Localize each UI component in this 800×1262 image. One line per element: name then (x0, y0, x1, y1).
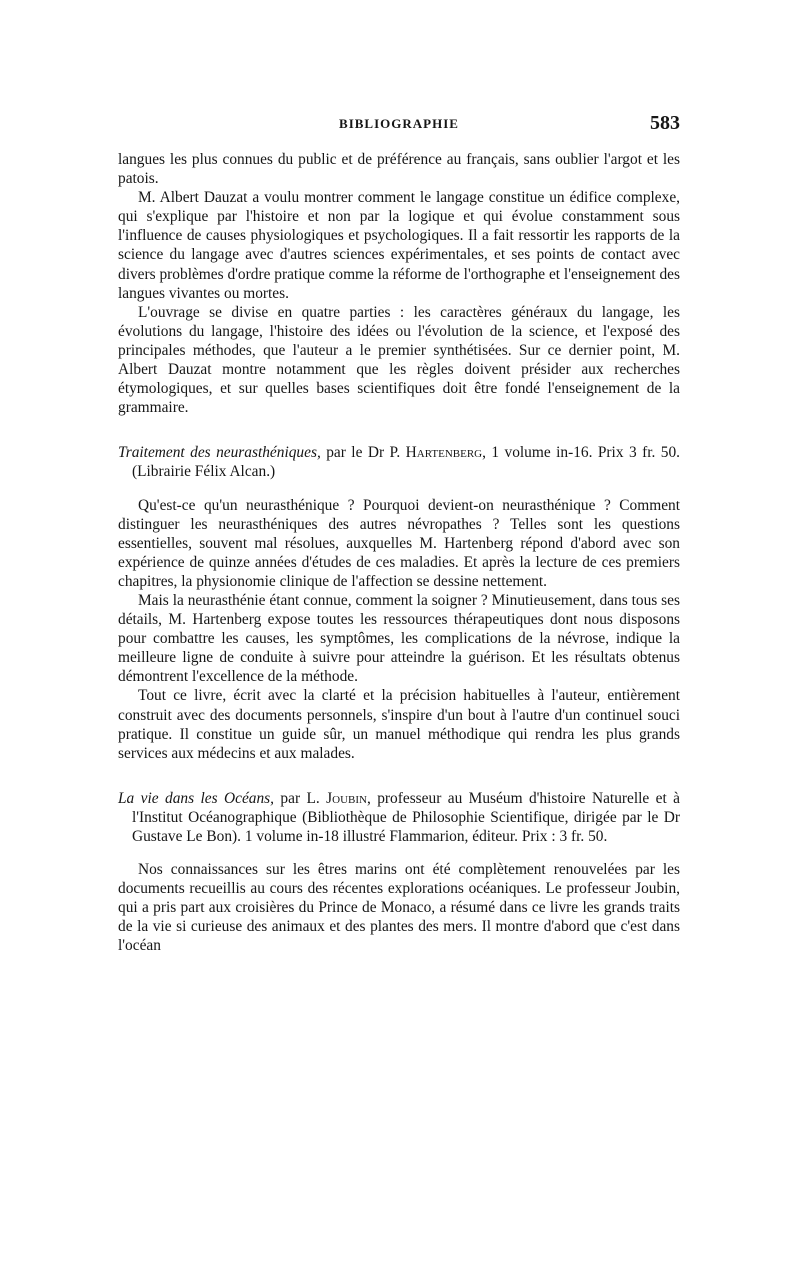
paragraph: M. Albert Dauzat a voulu montrer comment le langage constitue un édifice complexe, qui s'explique par l'histoire et non par la logique et qui évolue constamment sous l'influence de causes physiologiques et psychologiques. Il a fait ressortir les rapports de la science du langage avec d'autres sciences expérimentales, et ses points de contact avec divers problèmes d'ordre pratique comme la réforme de l'orthographe et l'enseignement des langues vivantes ou mortes. (118, 189, 680, 302)
work-title: La vie dans les Océans, (118, 789, 275, 807)
review-dauzat (118, 150, 680, 417)
bibliographic-entry (118, 789, 680, 846)
review-joubin (118, 789, 680, 956)
work-title: Traitement des neurasthéniques, (118, 444, 321, 462)
entry-author: Joubin (326, 789, 367, 807)
entry-by: par le Dr P. (320, 444, 406, 462)
running-head (118, 112, 680, 136)
entry-details: , 1 volume in-16. Prix 3 fr. 50. (Librairie Félix Alcan.) (132, 444, 680, 481)
page-number: 583 (650, 112, 680, 134)
entry-details: , professeur au Muséum d'histoire Naturelle et à l'Institut Océanographique (Bibliothèque de Philosophie Scientifique, dirigée par le Dr Gustave Le Bon). 1 volume in-18 illustré Flammarion, éditeur. Prix : 3 fr. 50. (132, 789, 680, 845)
paragraph: Nos connaissances sur les êtres marins ont été complètement renouvelées par les documents recueillis au cours des récentes explorations océaniques. Le professeur Joubin, qui a pris part aux croisières du Prince de Monaco, a résumé dans ce livre les grands traits de la vie si curieuse des animaux et des plantes des mers. Il montre d'abord que c'est dans l'océan (118, 861, 680, 955)
running-title: BIBLIOGRAPHIE (339, 116, 459, 131)
paragraph: L'ouvrage se divise en quatre parties : les caractères généraux du langage, les évolutions du langage, l'histoire des idées ou l'évolution de la science, et l'exposé des principales méthodes, que l'auteur a le premier synthétisées. Sur ce dernier point, M. Albert Dauzat montre notamment que les règles doivent présider aux recherches étymologiques, et sur quelles bases scientifiques doit être fondé l'enseignement de la grammaire. (118, 303, 680, 417)
review-hartenberg (118, 443, 680, 763)
paragraph: Tout ce livre, écrit avec la clarté et la précision habituelles à l'auteur, entièrement construit avec des documents personnels, s'inspire d'un bout à l'autre d'un continuel souci pratique. Il constitue un guide sûr, un manuel méthodique qui rendra les plus grands services aux médecins et aux malades. (118, 687, 680, 762)
bibliographic-entry (118, 443, 680, 481)
paragraph: Qu'est-ce qu'un neurasthénique ? Pourquoi devient-on neurasthénique ? Comment distinguer les neurasthéniques des autres névropathes ? Telles sont les questions essentielles, souvent mal résolues, auxquelles M. Hartenberg répond d'abord avec son expérience de quinze années d'études de ces maladies. Et après la lecture de ces premiers chapitres, la physionomie clinique de l'affection se dessine nettement. (118, 496, 680, 590)
entry-by: par L. (274, 789, 327, 807)
paragraph: Mais la neurasthénie étant connue, comment la soigner ? Minutieusement, dans tous ses détails, M. Hartenberg expose toutes les ressources thérapeutiques dont nous disposons pour combattre les causes, les symptômes, les complications de la névrose, indique la meilleure ligne de conduite à suivre pour atteindre la guérison. Et les résultats obtenus démontrent l'excellence de la méthode. (118, 591, 680, 686)
page (118, 112, 680, 956)
entry-author: Hartenberg (405, 444, 483, 462)
paragraph: langues les plus connues du public et de préférence au français, sans oublier l'argot et les patois. (118, 151, 680, 188)
